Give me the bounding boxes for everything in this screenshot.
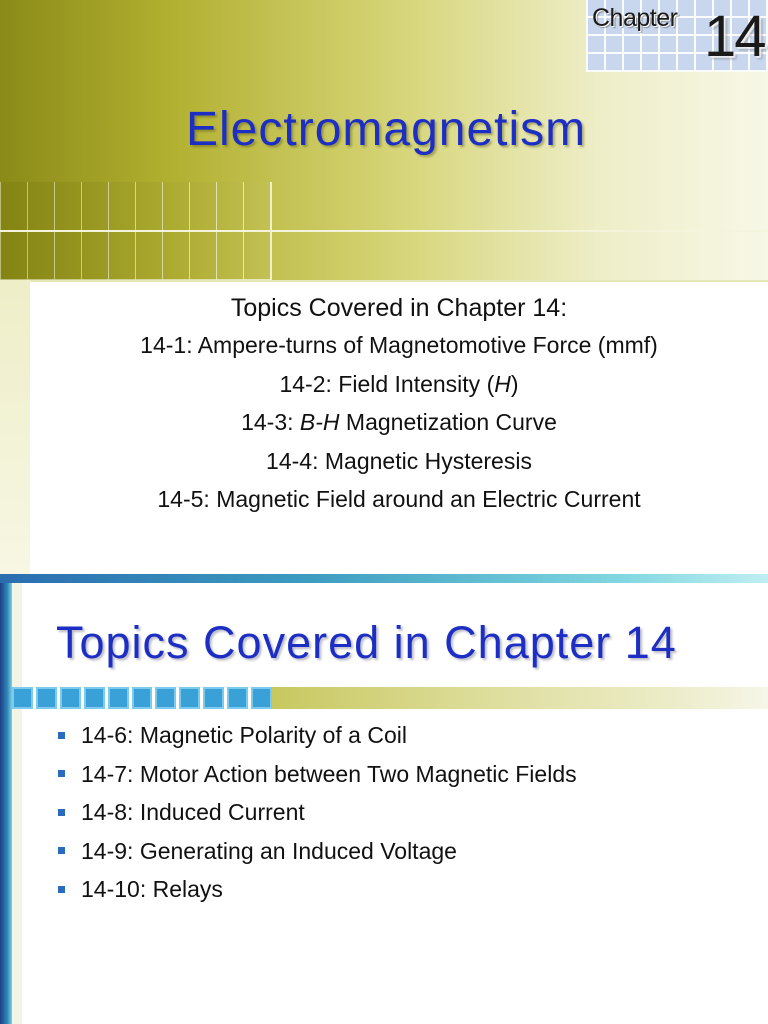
decorative-line: [270, 182, 272, 280]
decorative-square: [227, 687, 248, 709]
chapter-label: Chapter: [592, 4, 678, 32]
left-accent-bar: [0, 583, 12, 1024]
decorative-square: [179, 687, 200, 709]
bullet-icon: [58, 847, 65, 854]
decorative-square: [203, 687, 224, 709]
topic-item: [30, 365, 768, 404]
decorative-band: [272, 687, 768, 709]
topic-text: 14-3:: [241, 409, 300, 435]
topic-text: Ampere-turns of Magnetomotive Force (mmf): [197, 332, 658, 358]
decorative-square: [155, 687, 176, 709]
slide-title: Topics Covered in Chapter 14: [56, 617, 677, 668]
list-item: [58, 755, 758, 794]
left-accent-strip: [12, 583, 22, 1024]
topic-text: Magnetization Curve: [339, 409, 557, 435]
decorative-square: [108, 687, 129, 709]
left-accent-bar: [0, 280, 30, 578]
decorative-square: [132, 687, 153, 709]
topic-text: Magnetic Field around an Electric Current: [216, 486, 641, 512]
topic-item: [30, 403, 768, 442]
bullet-icon: [58, 770, 65, 777]
topic-emphasis: B-H: [299, 409, 340, 435]
list-item: [58, 716, 758, 755]
chapter-number: 14: [704, 4, 765, 69]
topic-item: [30, 326, 768, 365]
list-item: [58, 793, 758, 832]
decorative-square: [36, 687, 57, 709]
topic-text: 14-1:: [140, 332, 198, 358]
list-item-text: 14-6: Magnetic Polarity of a Coil: [81, 722, 407, 748]
decorative-square: [12, 687, 33, 709]
topic-emphasis: H: [494, 370, 511, 397]
topic-text: Magnetic Hysteresis: [324, 447, 532, 474]
decorative-square: [84, 687, 105, 709]
topics-block: [30, 290, 768, 519]
slide-2: [0, 583, 768, 1024]
list-item: [58, 832, 758, 871]
decorative-square: [251, 687, 272, 709]
topic-text: ): [510, 370, 519, 397]
bullet-icon: [58, 732, 65, 739]
slide-title: Electromagnetism: [186, 103, 587, 156]
decorative-squares: [12, 687, 272, 709]
topics-list: [58, 716, 758, 909]
decorative-square: [60, 687, 81, 709]
list-item-text: 14-10: Relays: [81, 876, 223, 902]
list-item-text: 14-9: Generating an Induced Voltage: [81, 837, 457, 864]
list-item-text: 14-8: Induced Current: [81, 799, 305, 825]
topic-text: 14-5:: [157, 486, 217, 512]
decorative-line: [0, 230, 768, 232]
bullet-icon: [58, 809, 65, 816]
slide-separator: [0, 574, 768, 583]
topic-item: [30, 480, 768, 519]
chapter-badge: [586, 0, 768, 72]
topics-heading: Topics Covered in Chapter 14:: [230, 294, 568, 322]
list-item-text: 14-7: Motor Action between Two Magnetic Fields: [81, 760, 577, 787]
bullet-icon: [58, 886, 65, 893]
decorative-line: [0, 280, 768, 282]
topic-text: 14-2: Field Intensity (: [279, 370, 495, 397]
topic-text: 14-4:: [266, 447, 325, 474]
topic-item: [30, 442, 768, 481]
list-item: [58, 870, 758, 909]
